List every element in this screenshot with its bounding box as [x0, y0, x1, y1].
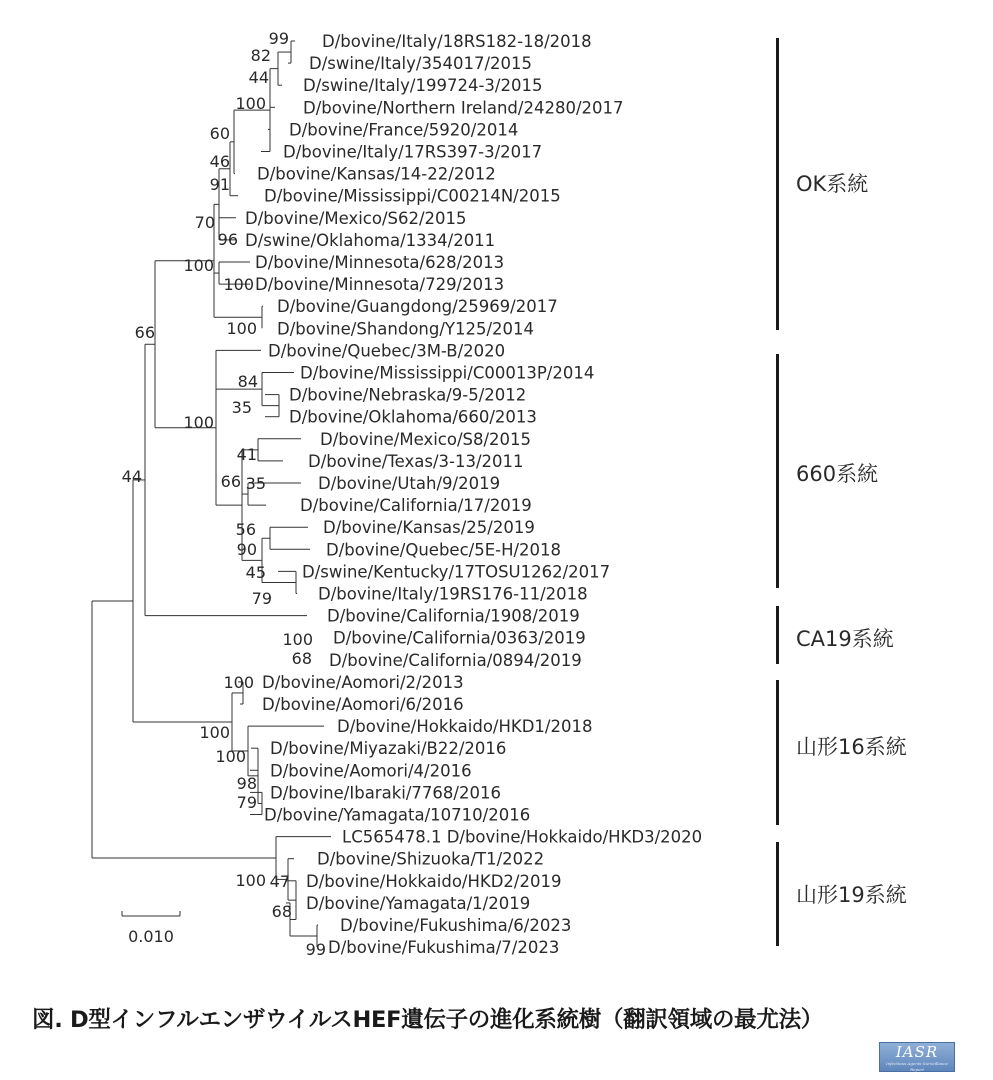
clade-label: 660系統 — [796, 462, 879, 486]
leaf-label: D/bovine/Fukushima/6/2023 — [340, 916, 572, 935]
bootstrap-value: 100 — [235, 871, 266, 890]
bootstrap-value: 100 — [183, 256, 214, 275]
leaf-label: D/bovine/Minnesota/729/2013 — [255, 275, 505, 295]
bootstrap-value: 99 — [268, 29, 289, 48]
leaf-label: D/bovine/Kansas/14-22/2012 — [257, 164, 496, 184]
bootstrap-value: 98 — [236, 774, 257, 793]
leaf-label: D/bovine/Mexico/S62/2015 — [245, 208, 467, 228]
leaf-label: D/bovine/Mississippi/C00013P/2014 — [300, 363, 595, 383]
leaf-label: D/bovine/Yamagata/10710/2016 — [264, 805, 531, 825]
logo-subtitle: Infectious Agents Surveillance Report — [885, 1061, 949, 1072]
leaf-label: D/bovine/Mexico/S8/2015 — [320, 429, 532, 449]
bootstrap-value: 82 — [250, 46, 271, 65]
bootstrap-value: 100 — [235, 94, 266, 113]
leaf-label: D/bovine/California/17/2019 — [300, 496, 532, 516]
leaf-label: D/swine/Kentucky/17TOSU1262/2017 — [302, 562, 611, 582]
leaf-label: D/bovine/Yamagata/1/2019 — [306, 893, 531, 913]
leaf-label: D/swine/Italy/199724-3/2015 — [303, 76, 543, 96]
leaf-label: D/bovine/Shizuoka/T1/2022 — [317, 849, 545, 869]
clade-bracket — [776, 842, 779, 946]
clade-label: 山形16系統 — [796, 735, 907, 759]
leaf-label: D/bovine/Kansas/25/2019 — [323, 518, 535, 538]
leaf-label: D/bovine/Oklahoma/660/2013 — [289, 407, 537, 427]
leaf-label: D/bovine/Northern Ireland/24280/2017 — [303, 98, 624, 118]
bootstrap-value: 100 — [226, 319, 257, 338]
leaf-label: D/bovine/California/0894/2019 — [329, 650, 582, 670]
bootstrap-value: 35 — [231, 398, 252, 417]
bootstrap-value: 35 — [245, 474, 266, 493]
clade-bracket — [776, 606, 779, 664]
leaf-label: D/bovine/Aomori/6/2016 — [262, 695, 464, 714]
scale-bar-label: 0.010 — [128, 927, 174, 946]
leaf-label: D/bovine/Hokkaido/HKD1/2018 — [337, 717, 593, 737]
clade-bracket — [776, 38, 779, 330]
leaf-label: D/bovine/Hokkaido/HKD2/2019 — [306, 871, 562, 891]
bootstrap-value: 44 — [248, 68, 269, 87]
bootstrap-value: 45 — [245, 563, 266, 582]
bootstrap-value: 100 — [199, 723, 230, 742]
bootstrap-value: 84 — [237, 372, 258, 391]
bootstrap-value: 66 — [134, 323, 155, 342]
leaf-label: D/bovine/Italy/18RS182-18/2018 — [322, 32, 592, 51]
bootstrap-value: 100 — [282, 630, 313, 649]
bootstrap-value: 100 — [223, 275, 254, 294]
leaf-label: D/bovine/Quebec/3M-B/2020 — [268, 341, 506, 361]
leaf-label: LC565478.1 D/bovine/Hokkaido/HKD3/2020 — [342, 827, 703, 847]
bootstrap-value: 44 — [121, 467, 142, 486]
leaf-label: D/bovine/Aomori/4/2016 — [270, 761, 472, 781]
bootstrap-value: 47 — [269, 872, 290, 891]
bootstrap-value: 68 — [271, 902, 292, 921]
logo-text: IASR — [895, 1043, 939, 1061]
leaf-label: D/bovine/Quebec/5E-H/2018 — [326, 540, 562, 560]
leaf-label: D/swine/Italy/354017/2015 — [309, 54, 532, 74]
bootstrap-value: 100 — [215, 747, 246, 766]
leaf-label: D/bovine/Shandong/Y125/2014 — [277, 319, 535, 339]
bootstrap-value: 70 — [194, 213, 215, 232]
leaf-label: D/bovine/Fukushima/7/2023 — [328, 938, 560, 958]
bootstrap-value: 68 — [291, 649, 312, 668]
leaf-label: D/bovine/France/5920/2014 — [289, 120, 519, 140]
bootstrap-value: 46 — [209, 152, 230, 171]
bootstrap-value: 100 — [183, 413, 214, 432]
clade-label: CA19系統 — [796, 627, 894, 651]
leaf-label: D/bovine/Miyazaki/B22/2016 — [270, 739, 507, 759]
bootstrap-value: 100 — [223, 673, 254, 692]
leaf-label: D/bovine/Ibaraki/7768/2016 — [270, 783, 501, 803]
leaf-label: D/bovine/Aomori/2/2013 — [262, 672, 464, 692]
bootstrap-value: 41 — [236, 445, 257, 464]
leaf-label: D/bovine/California/0363/2019 — [333, 628, 586, 648]
leaf-label: D/bovine/Guangdong/25969/2017 — [277, 297, 558, 317]
leaf-label: D/bovine/Nebraska/9-5/2012 — [289, 385, 527, 405]
clade-label: OK系統 — [796, 172, 869, 196]
bootstrap-value: 56 — [235, 520, 256, 539]
bootstrap-value: 66 — [220, 472, 241, 491]
leaf-label: D/bovine/Mississippi/C00214N/2015 — [264, 186, 561, 206]
clade-bracket — [776, 680, 779, 825]
clade-label: 山形19系統 — [796, 883, 907, 907]
leaf-label: D/bovine/Italy/19RS176-11/2018 — [318, 584, 588, 604]
bootstrap-value: 79 — [251, 589, 272, 608]
bootstrap-value: 90 — [236, 540, 257, 559]
bootstrap-value: 79 — [236, 793, 257, 812]
bootstrap-value: 96 — [217, 230, 238, 249]
bootstrap-value: 91 — [209, 175, 230, 194]
bootstrap-value: 99 — [305, 940, 326, 959]
leaf-label: D/bovine/Texas/3-13/2011 — [308, 451, 524, 471]
leaf-label: D/swine/Oklahoma/1334/2011 — [245, 230, 496, 250]
clade-bracket — [776, 354, 779, 588]
leaf-label: D/bovine/California/1908/2019 — [327, 606, 580, 626]
bootstrap-value: 60 — [209, 124, 230, 143]
figure-caption: 図. D型インフルエンザウイルスHEF遺伝子の進化系統樹（翻訳領域の最尤法） — [32, 1007, 823, 1033]
leaf-label: D/bovine/Italy/17RS397-3/2017 — [283, 142, 543, 162]
iasr-logo — [879, 1042, 955, 1072]
leaf-label: D/bovine/Minnesota/628/2013 — [255, 253, 505, 272]
leaf-label: D/bovine/Utah/9/2019 — [318, 474, 501, 493]
